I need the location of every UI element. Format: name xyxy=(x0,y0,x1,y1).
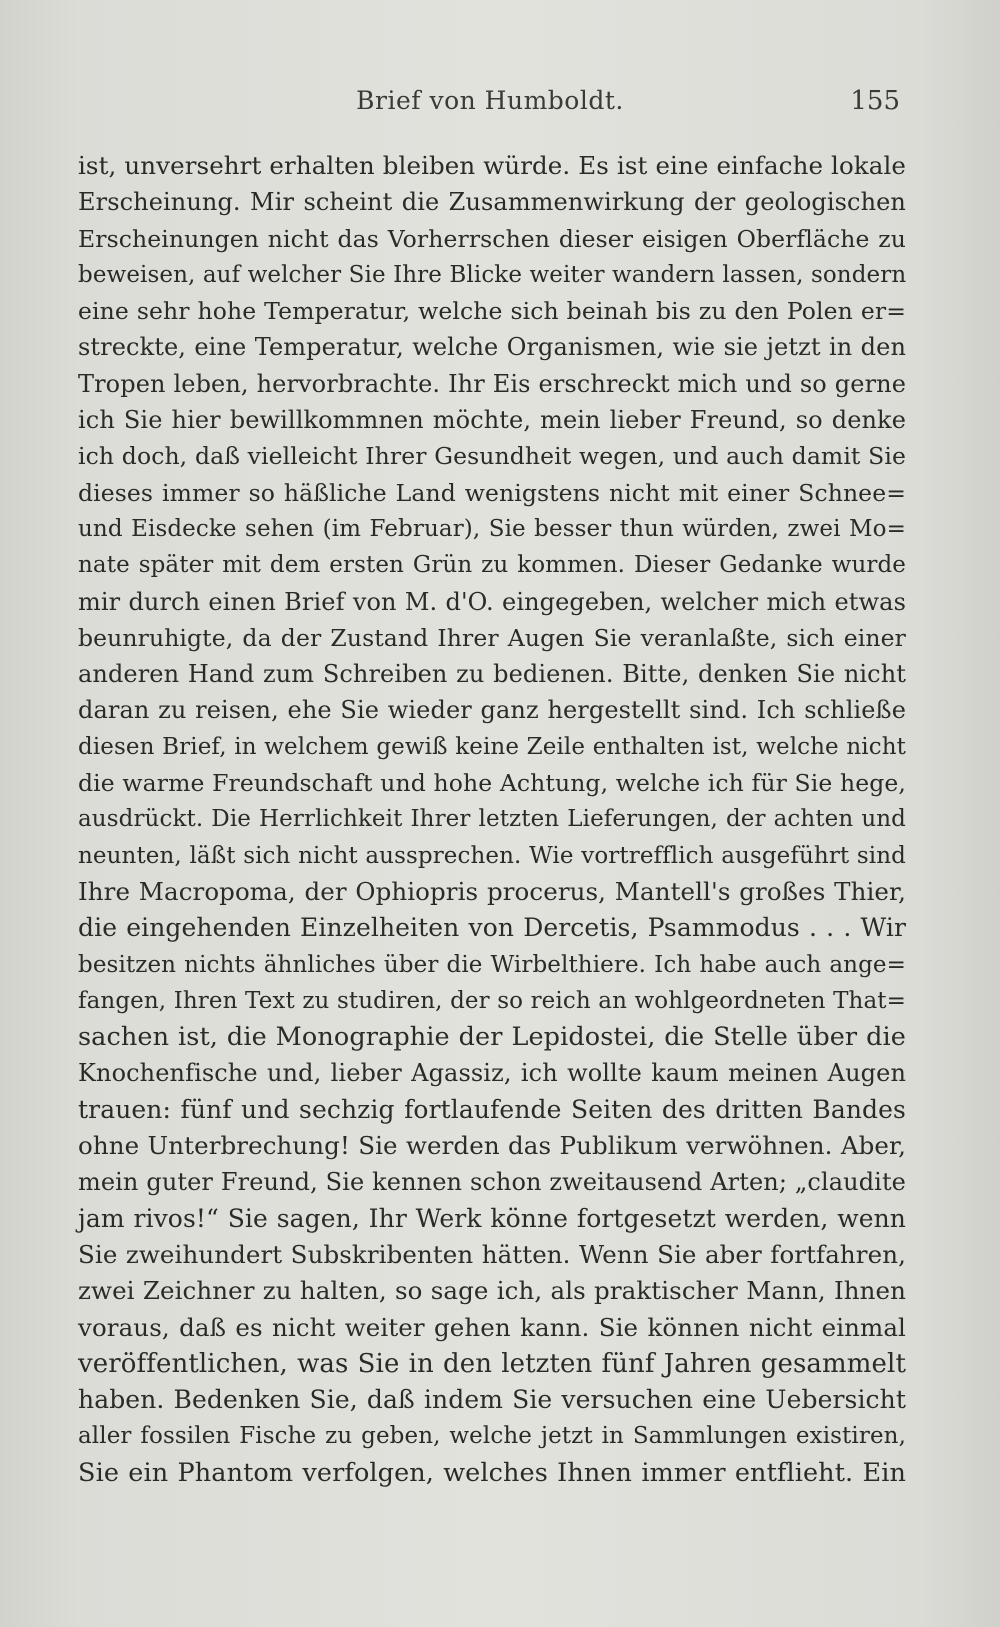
text-line: eine sehr hohe Temperatur, welche sich beinah bis zu den Polen er= xyxy=(78,297,906,326)
body-text xyxy=(78,148,906,1491)
text-line: voraus, daß es nicht weiter gehen kann. Sie können nicht einmal xyxy=(78,1312,906,1342)
text-line: Sie zweihundert Subskribenten hätten. Wenn Sie aber fortfahren, xyxy=(78,1239,906,1269)
text-line: beunruhigte, da der Zustand Ihrer Augen Sie veranlaßte, sich einer xyxy=(78,623,906,652)
text-line: ohne Unterbrechung! Sie werden das Publikum verwöhnen. Aber, xyxy=(78,1131,906,1161)
text-line: Erscheinung. Mir scheint die Zusammenwirkung der geologischen xyxy=(78,188,906,217)
text-line: streckte, eine Temperatur, welche Organismen, wie sie jetzt in den xyxy=(78,333,906,362)
text-line: Tropen leben, hervorbrachte. Ihr Eis erschreckt mich und so gerne xyxy=(78,369,906,398)
text-line: anderen Hand zum Schreiben zu bedienen. Bitte, denken Sie nicht xyxy=(78,660,906,689)
text-line: dieses immer so häßliche Land wenigstens nicht mit einer Schnee= xyxy=(78,478,906,507)
text-line: die eingehenden Einzelheiten von Dercetis, Psammodus . . . Wir xyxy=(78,913,906,943)
text-line: ausdrückt. Die Herrlichkeit Ihrer letzten Lieferungen, der achten und xyxy=(78,806,906,833)
running-title: Brief von Humboldt. xyxy=(356,86,624,115)
text-line: Ihre Macropoma, der Ophiopris procerus, Mantell's großes Thier, xyxy=(78,876,906,906)
text-line: fangen, Ihren Text zu studiren, der so reich an wohlgeordneten That= xyxy=(78,987,906,1014)
text-line: ist, unversehrt erhalten bleiben würde. Es ist eine einfache lokale xyxy=(78,151,906,180)
text-line: Erscheinungen nicht das Vorherrschen dieser eisigen Oberfläche zu xyxy=(78,224,906,253)
text-line: Knochenfische und, lieber Agassiz, ich wollte kaum meinen Augen xyxy=(78,1059,906,1088)
text-line: und Eisdecke sehen (im Februar), Sie besser thun würden, zwei Mo= xyxy=(78,515,906,542)
text-line: daran zu reisen, ehe Sie wieder ganz hergestellt sind. Ich schließe xyxy=(78,696,906,725)
text-line: diesen Brief, in welchem gewiß keine Zeile enthalten ist, welche nicht xyxy=(78,733,906,760)
text-line: aller fossilen Fische zu geben, welche jetzt in Sammlungen existiren, xyxy=(78,1423,906,1450)
running-head xyxy=(80,86,900,122)
text-line: haben. Bedenken Sie, daß indem Sie versuchen eine Uebersicht xyxy=(78,1385,906,1415)
text-line: Sie ein Phantom verfolgen, welches Ihnen immer entflieht. Ein xyxy=(78,1457,906,1488)
text-line: ich doch, daß vielleicht Ihrer Gesundheit wegen, und auch damit Sie xyxy=(78,442,906,471)
page-number: 155 xyxy=(850,86,900,116)
text-line: veröffentlichen, was Sie in den letzten fünf Jahren gesammelt xyxy=(78,1348,906,1379)
text-line: beweisen, auf welcher Sie Ihre Blicke weiter wandern lassen, sondern xyxy=(78,261,907,288)
text-line: sachen ist, die Monographie der Lepidostei, die Stelle über die xyxy=(78,1022,906,1053)
text-line: mir durch einen Brief von M. d'O. eingegeben, welcher mich etwas xyxy=(78,587,906,616)
text-line: die warme Freundschaft und hohe Achtung, welche ich für Sie hege, xyxy=(78,769,906,798)
text-line: neunten, läßt sich nicht aussprechen. Wie vortrefflich ausgeführt sind xyxy=(78,842,906,869)
text-line: besitzen nichts ähnliches über die Wirbelthiere. Ich habe auch ange= xyxy=(78,951,906,978)
text-line: trauen: fünf und sechzig fortlaufende Seiten des dritten Bandes xyxy=(78,1094,906,1124)
text-line: mein guter Freund, Sie kennen schon zweitausend Arten; „claudite xyxy=(78,1168,906,1197)
text-line: ich Sie hier bewillkommnen möchte, mein lieber Freund, so denke xyxy=(78,406,906,435)
text-line: nate später mit dem ersten Grün zu kommen. Dieser Gedanke wurde xyxy=(78,552,906,579)
text-line: zwei Zeichner zu halten, so sage ich, als praktischer Mann, Ihnen xyxy=(78,1276,906,1306)
text-line: jam rivos!“ Sie sagen, Ihr Werk könne fortgesetzt werden, wenn xyxy=(78,1203,906,1233)
